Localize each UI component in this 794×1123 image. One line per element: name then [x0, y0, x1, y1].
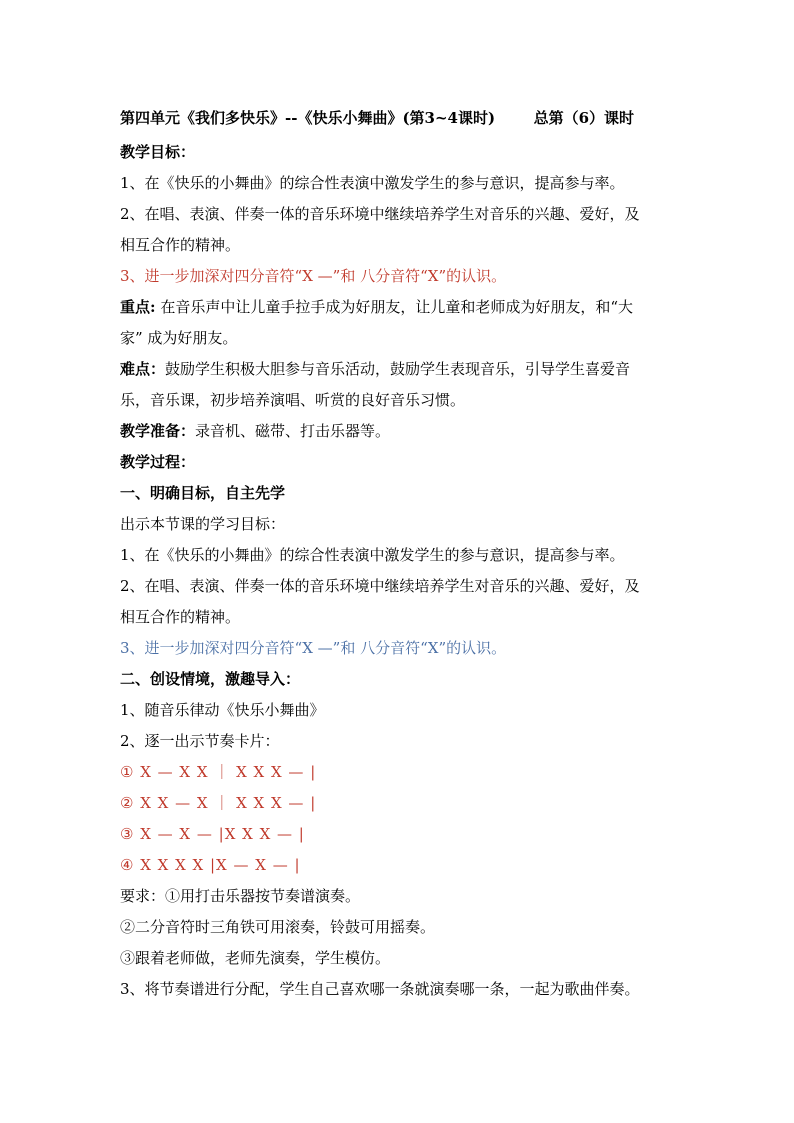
section1-item-3: 3、进一步加深对四分音符“X —”和 八分音符“X”的认识。	[120, 639, 507, 657]
key-point-text: 在音乐声中让儿童手拉手成为好朋友，让儿童和老师成为好朋友，和“大	[155, 298, 633, 316]
rhythm-card-4: ④ X X X X |X — X — |	[120, 856, 301, 874]
prep-text: 录音机、磁带、打击乐器等。	[195, 422, 391, 440]
difficulty-label: 难点：	[120, 360, 166, 378]
prep-label: 教学准备：	[120, 422, 196, 440]
objective-2: 2、在唱、表演、伴奏一体的音乐环境中继续培养学生对音乐的兴趣、爱好，及	[120, 205, 640, 223]
key-point-line1	[120, 297, 680, 317]
objective-1: 1、在《快乐的小舞曲》的综合性表演中激发学生的参与意识，提高参与率。	[120, 174, 625, 192]
lesson-title-line	[120, 108, 680, 128]
rhythm-card-3: ③ X — X — |X X X — |	[120, 825, 305, 843]
section1-item-2: 2、在唱、表演、伴奏一体的音乐环境中继续培养学生对音乐的兴趣、爱好，及	[120, 577, 640, 595]
objective-2-cont: 相互合作的精神。	[120, 236, 241, 254]
difficulty-line1	[120, 359, 680, 379]
section2-step1: 1、随音乐律动《快乐小舞曲》	[120, 701, 325, 719]
section2-step2: 2、逐一出示节奏卡片：	[120, 732, 280, 750]
section1-title: 一、明确目标，自主先学	[120, 484, 286, 502]
section1-item-2-cont: 相互合作的精神。	[120, 608, 241, 626]
rhythm-card-1: ① X — X X ｜ X X X — |	[120, 763, 317, 781]
rhythm-card-2: ② X X — X ｜ X X X — |	[120, 794, 317, 812]
process-heading: 教学过程：	[120, 453, 196, 471]
objectives-heading: 教学目标：	[120, 143, 196, 161]
section2-step3: 3、将节奏谱进行分配，学生自己喜欢哪一条就演奏哪一条，一起为歌曲伴奏。	[120, 980, 640, 998]
requirement-3: ③跟着老师做，老师先演奏，学生模仿。	[120, 949, 391, 967]
section1-intro: 出示本节课的学习目标：	[120, 515, 286, 533]
requirement-1: 要求：①用打击乐器按节奏谱演奏。	[120, 887, 361, 905]
difficulty-text: 鼓励学生积极大胆参与音乐活动，鼓励学生表现音乐，引导学生喜爱音	[165, 360, 631, 378]
key-point-label: 重点:	[120, 298, 156, 316]
lesson-number: 总第（6）课时	[533, 109, 635, 127]
prep-line	[120, 421, 680, 441]
unit-title: 第四单元《我们多快乐》--《快乐小舞曲》(第3~4课时)	[120, 109, 496, 127]
section2-title: 二、创设情境，激趣导入：	[120, 670, 301, 688]
requirement-2: ②二分音符时三角铁可用滚奏，铃鼓可用摇奏。	[120, 918, 436, 936]
key-point-line2: 家” 成为好朋友。	[120, 329, 238, 347]
difficulty-line2: 乐，音乐课，初步培养演唱、听赏的良好音乐习惯。	[120, 391, 466, 409]
objective-3: 3、进一步加深对四分音符“X —”和 八分音符“X”的认识。	[120, 267, 507, 285]
section1-item-1: 1、在《快乐的小舞曲》的综合性表演中激发学生的参与意识，提高参与率。	[120, 546, 625, 564]
